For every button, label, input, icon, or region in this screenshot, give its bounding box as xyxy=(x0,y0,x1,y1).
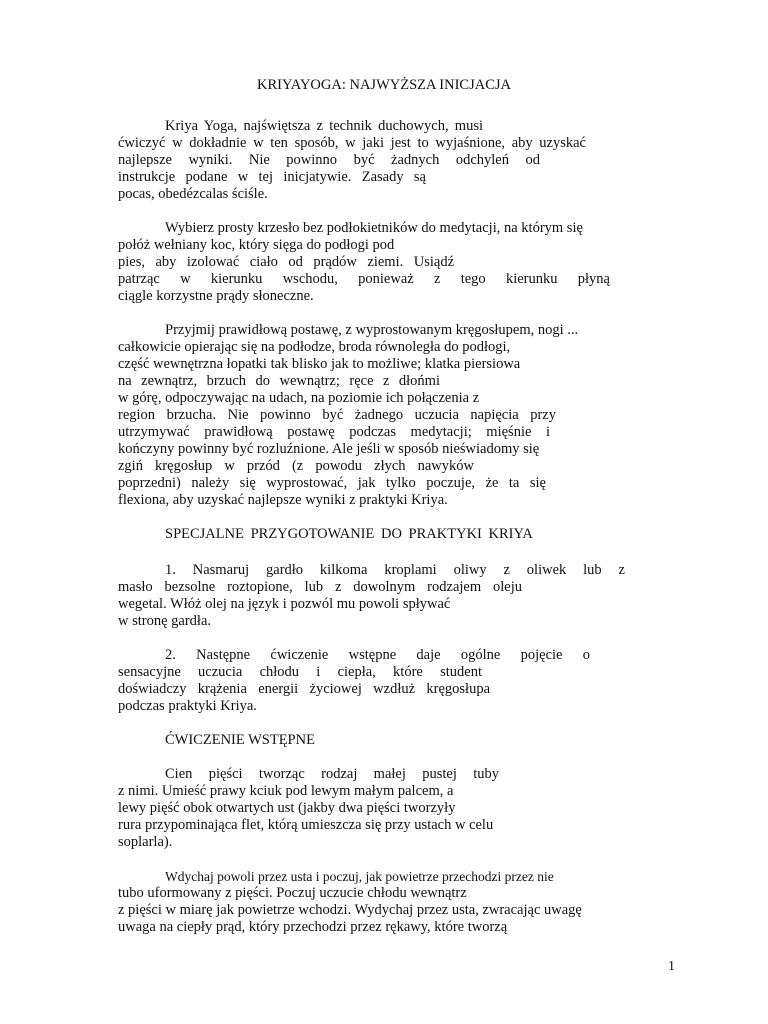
paragraph-line: w stronę gardła. xyxy=(118,613,212,629)
paragraph-line: lewy pięść obok otwartych ust (jakby dwa pięści tworzyły xyxy=(118,800,456,816)
paragraph-line: ćwiczyć w dokładnie w ten sposób, w jaki jest to wyjaśnione, aby uzyskać xyxy=(118,135,586,151)
paragraph-line: najlepsze wyniki. Nie powinno być żadnych odchyleń od xyxy=(118,152,540,168)
paragraph-line: patrząc w kierunku wschodu, ponieważ z tego kierunku płyną xyxy=(118,271,610,287)
paragraph-line: Przyjmij prawidłową postawę, z wyprostowanym kręgosłupem, nogi ... xyxy=(165,322,579,338)
paragraph-line: uwaga na ciepły prąd, który przechodzi przez rękawy, które tworzą xyxy=(118,919,508,935)
paragraph-line: kończyny powinny być rozluźnione. Ale jeśli w sposób nieświadomy się xyxy=(118,441,540,457)
paragraph-line: z pięści w miarę jak powietrze wchodzi. Wydychaj przez usta, zwracając uwagę xyxy=(118,902,582,918)
paragraph-line: ciągle korzystne prądy słoneczne. xyxy=(118,288,314,304)
paragraph-line: na zewnątrz, brzuch do wewnątrz; ręce z dłońmi xyxy=(118,373,440,389)
document-title: KRIYAYOGA: NAJWYŻSZA INICJACJA xyxy=(256,77,512,93)
paragraph-line: 2. Następne ćwiczenie wstępne daje ogólne pojęcie o xyxy=(165,647,590,663)
section-heading: ĆWICZENIE WSTĘPNE xyxy=(165,732,315,748)
paragraph-line: sensacyjne uczucia chłodu i ciepła, które student xyxy=(118,664,482,680)
paragraph-line: masło bezsolne roztopione, lub z dowolnym rodzajem oleju xyxy=(118,579,522,595)
paragraph-line: pies, aby izolować ciało od prądów ziemi. Usiądź xyxy=(118,254,454,270)
paragraph-line: wegetal. Włóż olej na język i pozwól mu powoli spływać xyxy=(118,596,451,612)
paragraph-line: utrzymywać prawidłową postawę podczas medytacji; mięśnie i xyxy=(118,424,550,440)
paragraph-line: rura przypominająca flet, którą umieszcza się przy ustach w celu xyxy=(118,817,494,833)
section-heading: SPECJALNE PRZYGOTOWANIE DO PRAKTYKI KRIYA xyxy=(165,526,533,542)
paragraph-line: 1. Nasmaruj gardło kilkoma kroplami oliwy z oliwek lub z xyxy=(165,562,625,578)
paragraph-line: tubo uformowany z pięści. Poczuj uczucie chłodu wewnątrz xyxy=(118,885,467,901)
paragraph-line: doświadczy krążenia energii życiowej wzdłuż kręgosłupa xyxy=(118,681,490,697)
paragraph-line: z nimi. Umieść prawy kciuk pod lewym małym palcem, a xyxy=(118,783,454,799)
paragraph-line: część wewnętrzna łopatki tak blisko jak to możliwe; klatka piersiowa xyxy=(118,356,521,372)
paragraph-line: pocas, obedézcalas ściśle. xyxy=(118,186,268,202)
paragraph-line: w górę, odpoczywając na udach, na poziomie ich połączenia z xyxy=(118,390,480,406)
paragraph-line: podczas praktyki Kriya. xyxy=(118,698,257,714)
paragraph-line: poprzedni) należy się wyprostować, jak tylko poczuje, że ta się xyxy=(118,475,546,491)
paragraph-line: połóż wełniany koc, który sięga do podłogi pod xyxy=(118,237,395,253)
paragraph-line: region brzucha. Nie powinno być żadnego uczucia napięcia przy xyxy=(118,407,556,423)
paragraph-line: Cien pięści tworząc rodzaj małej pustej tuby xyxy=(165,766,499,782)
paragraph-line: Wdychaj powoli przez usta i poczuj, jak powietrze przechodzi przez nie xyxy=(165,869,554,884)
paragraph-line: soplarla). xyxy=(118,834,173,850)
paragraph-line: flexiona, aby uzyskać najlepsze wyniki z praktyki Kriya. xyxy=(118,492,448,508)
paragraph-line: instrukcje podane w tej inicjatywie. Zasady są xyxy=(118,169,426,185)
page-number: 1 xyxy=(668,959,675,974)
paragraph-line: zgiń kręgosłup w przód (z powodu złych nawyków xyxy=(118,458,474,474)
paragraph-line: Kriya Yoga, najświętsza z technik duchowych, musi xyxy=(165,118,483,134)
paragraph-line: Wybierz prosty krzesło bez podłokietników do medytacji, na którym się xyxy=(165,220,583,236)
paragraph-line: całkowicie opierając się na podłodze, broda równoległa do podłogi, xyxy=(118,339,511,355)
